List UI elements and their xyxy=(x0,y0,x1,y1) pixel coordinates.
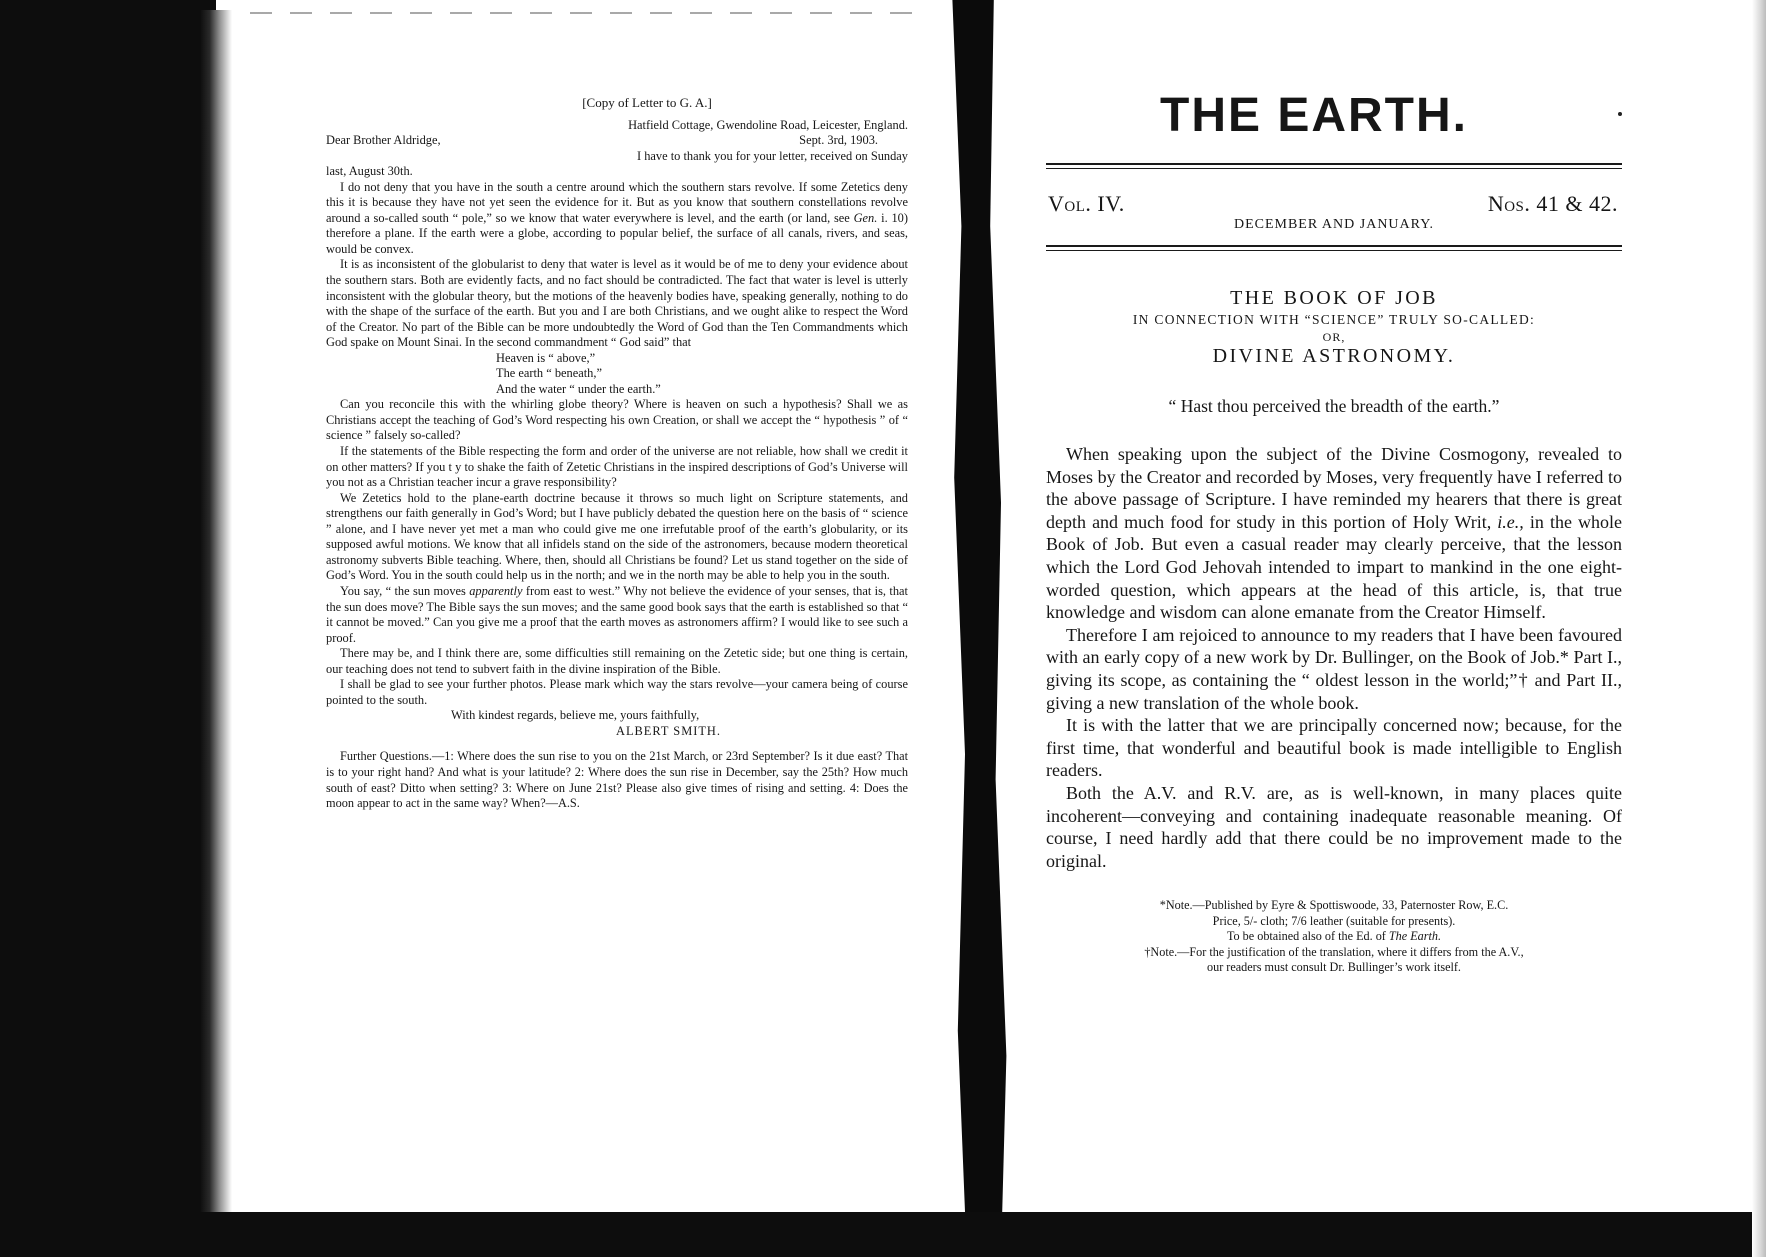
scan-bottom-shadow xyxy=(0,1212,1766,1257)
footnote-1-line-1: *Note.—Published by Eyre & Spottiswoode, 33, Paternoster Row, E.C. xyxy=(1159,898,1509,913)
letter-paragraph-3: Can you reconcile this with the whirling globe theory? Where is heaven on such a hypothesis? Shall we as Christians accept the teaching of God’s Word respecting his own Creation, or shall we accept the “ hypothesis ” of “ science ” falsely so-called? xyxy=(326,397,908,443)
scripture-ref: Gen. xyxy=(853,210,878,225)
article-alt-title: DIVINE ASTRONOMY. xyxy=(1212,345,1456,367)
footnote-1-line-2: Price, 5/- cloth; 7/6 leather (suitable for presents). xyxy=(1212,913,1456,928)
left-page xyxy=(326,95,908,812)
article-paragraph-4: Both the A.V. and R.V. are, as is well-known, in many places quite incoherent—conveying and containing inadequate reasonable meaning. Of course, I need hardly add that there could be no improvement made to the original. xyxy=(1046,782,1622,871)
issue-rule xyxy=(1046,245,1622,251)
journal-masthead: THE EARTH. xyxy=(1160,89,1468,142)
scan-top-edge xyxy=(250,12,930,14)
letter-paragraph-4: If the statements of the Bible respecting the form and order of the universe are not reliable, how shall we credit it on other matters? If you t y to shake the faith of Zetetic Christians in the inspired descriptions of God’s Universe will you not as a Christian teacher incur a grave responsibility? xyxy=(326,444,908,490)
article-paragraph-1: When speaking upon the subject of the Divine Cosmogony, revealed to Moses by the Creator and recorded by Moses, very frequently have I referred to the above passage of Scripture. I have reminded my hearers that there is great depth and much food for study in this portion of Holy Writ, i.e., in the whole Book of Job. But even a casual reader may clearly perceive, that the lesson which the Lord God Jehovah intended to impart to mankind in the one eight-worded question, which appears at the head of this article, is, that true knowledge and wisdom can alone emanate from the Creator Himself. xyxy=(1046,444,1623,623)
article-paragraph-3: It is with the latter that we are principally concerned now; because, for the first time, that wonderful and beautiful book is made intelligible to English readers. xyxy=(1046,715,1622,781)
footnote-1-line-3: To be obtained also of the Ed. of The Earth. xyxy=(1226,929,1442,944)
masthead-speck xyxy=(1618,112,1622,116)
letter-signature: ALBERT SMITH. xyxy=(616,723,721,738)
scan-left-page-edge xyxy=(200,10,232,1230)
footnote-2-line-1: †Note.—For the justification of the translation, where it differs from the A.V., xyxy=(1144,944,1524,959)
commandment-verse-2: The earth “ beneath,” xyxy=(496,366,602,381)
book-spine-shadow xyxy=(938,0,1028,1257)
article-paragraph-2: Therefore I am rejoiced to announce to my readers that I have been favoured with an early copy of a new work by Dr. Bullinger, on the Book of Job.* Part I., giving its scope, as containing the “ oldest lesson in the world;”† and Part II., giving a new translation of the whole book. xyxy=(1046,624,1622,713)
letter-caption: [Copy of Letter to G. A.] xyxy=(582,95,712,110)
article-body xyxy=(1046,443,1622,872)
letter-address: Hatfield Cottage, Gwendoline Road, Leicester, England. xyxy=(628,117,908,132)
letter-closing: With kindest regards, believe me, yours faithfully, xyxy=(451,708,700,723)
issue-numbers: Nos. 41 & 42. xyxy=(1487,191,1618,216)
abbrev-ie: i.e., xyxy=(1497,511,1524,532)
thanks-line: I have to thank you for your letter, received on Sunday xyxy=(637,148,908,163)
letter-paragraph-7: There may be, and I think there are, some difficulties still remaining on the Zetetic side; but one thing is certain, our teaching does not tend to subvert faith in the divine inspiration of the Bible. xyxy=(326,646,908,676)
letter-paragraph-1: I do not deny that you have in the south a centre around which the southern stars revolve. If some Zetetics deny this it is because they have not yet seen the evidence for it. But as you know that southern constellations revolve around a so-called south “ pole,” so we know that water everywhere is level, and the earth (or land, see Gen. i. 10) therefore a plane. If the earth were a globe, according to popular belief, the surface of all canals, rivers, and seas, would be convex. xyxy=(326,179,908,256)
letter-paragraph-8: I shall be glad to see your further photos. Please mark which way the stars revolve—your camera being of course pointed to the south. xyxy=(326,677,908,707)
journal-name-ref: The Earth. xyxy=(1388,929,1442,944)
emphasis-apparently: apparently xyxy=(469,583,523,598)
scan-right-edge xyxy=(1752,0,1766,1257)
commandment-verse-3: And the water “ under the earth.” xyxy=(496,381,661,396)
article-epigraph: “ Hast thou perceived the breadth of the earth.” xyxy=(1168,396,1500,416)
thanks-line-cont: last, August 30th. xyxy=(326,164,413,179)
masthead-rule xyxy=(1046,163,1622,169)
salutation-row xyxy=(326,133,908,149)
salutation: Dear Brother Aldridge, xyxy=(326,133,441,148)
letter-paragraph-6: You say, “ the sun moves apparently from east to west.” Why not believe the evidence of your senses, that is, that the sun does move? The Bible says the sun moves; and the same good book says that the earth is established so that “ it cannot be moved.” Can you give me a proof that the earth moves as astronomers affirm? I would like to see such a proof. xyxy=(326,583,908,645)
article-subtitle-or: OR, xyxy=(1322,330,1346,344)
letter-date: Sept. 3rd, 1903. xyxy=(799,133,878,148)
issue-line xyxy=(1046,191,1622,217)
volume-number: Vol. IV. xyxy=(1048,191,1125,216)
letter-paragraph-2: It is as inconsistent of the globularist to deny that water is level as it would be of me to deny your evidence about the southern stars. Both are evidently facts, and no fact should be contradicted. The fact that water is level is utterly inconsistent with the globular theory, but the motions of the heavenly bodies have, speaking generally, nothing to do with the shape of the surface of the earth. But you and I are both Christians, and we ought alike to respect the Word of the Creator. No part of the Bible can be more undoubtedly the Word of God than the Ten Commandments which God spake on Mount Sinai. In the second commandment “ God said” that xyxy=(326,257,908,350)
article-title: THE BOOK OF JOB xyxy=(1230,287,1438,309)
letter-paragraph-5: We Zetetics hold to the plane-earth doctrine because it throws so much light on Scripture statements, and strengthens our faith generally in God’s Word; but I have publicly debated the question here on the basis of “ science ” alone, and I have never yet met a man who could give me one irrefutable proof of the earth’s globularity, or its supposed awful motions. We know that all infidels stand on the side of the astronomers, because modern theoretical astronomy subverts Bible teaching. Where, then, should all Christians be found? Let us stand together on the side of God’s Word. You in the south could help us in the north; and we in the north may be able to help you in the south. xyxy=(326,490,908,583)
article-subtitle: IN CONNECTION WITH “SCIENCE” TRULY SO-CALLED: xyxy=(1132,312,1536,327)
issue-months: DECEMBER AND JANUARY. xyxy=(1233,217,1435,232)
footnote-2-line-2: our readers must consult Dr. Bullinger’s work itself. xyxy=(1207,959,1461,974)
commandment-verse-1: Heaven is “ above,” xyxy=(496,350,596,365)
scan-left-shadow xyxy=(0,0,216,1257)
right-page xyxy=(1046,88,1622,975)
footnotes xyxy=(1046,898,1622,975)
further-questions: Further Questions.—1: Where does the sun rise to you on the 21st March, or 23rd September? Is it due east? That is to your right hand? And what is your latitude? 2: Where does the sun rise in December, say the 25th? How much south of east? Ditto when setting? 3: Where on June 21st? Please also give times of rising and setting. 4: Does the moon appear to act in the same way? When?—A.S. xyxy=(326,749,908,811)
